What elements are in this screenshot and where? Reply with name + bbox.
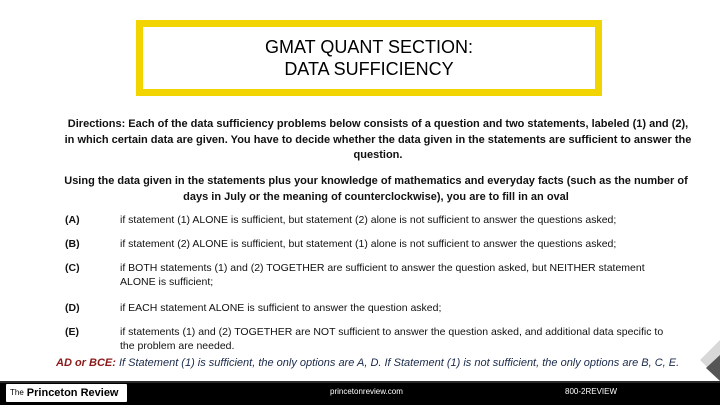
option-text: if statement (1) ALONE is sufficient, but statement (2) alone is not sufficient to answer the questions asked; [120,214,617,226]
logo-the: The [10,388,24,397]
footer-phone: 800-2REVIEW [565,387,618,396]
option-text: if BOTH statements (1) and (2) TOGETHER are sufficient to answer the question asked, but NEITHER statement ALONE is sufficient; [120,262,645,288]
hint-line [56,356,716,370]
title-line-2: DATA SUFFICIENCY [284,59,454,79]
option-letter: (E) [65,326,79,338]
princeton-review-logo[interactable] [6,384,127,402]
logo-name: Princeton Review [26,387,119,399]
title-line-1: GMAT QUANT SECTION: [264,37,474,57]
corner-decoration-dark [706,355,720,381]
footer-url-link[interactable]: princetonreview.com [330,387,403,396]
footer-bar [0,381,720,405]
hint-text: If Statement (1) is sufficient, the only options are A, D. If Statement (1) is not sufficient, the only options are B, C, E. [115,357,680,369]
option-letter: (A) [65,214,80,226]
option-letter: (B) [65,238,80,250]
option-letter: (D) [65,302,80,314]
option-letter: (C) [65,262,80,274]
directions-text: Directions: Each of the data sufficiency problems below consists of a question and two statements, labeled (1) and (2), in which certain data are given. You have to decide whether the data given in the statements are sufficient to answer the question. [64,118,692,161]
hint-lead: AD or BCE: [56,357,116,369]
option-text: if statements (1) and (2) TOGETHER are NOT sufficient to answer the question asked, and additional data specific to the problem are needed. [120,326,664,352]
option-text: if statement (2) ALONE is sufficient, but statement (1) alone is not sufficient to answer the questions asked; [120,238,617,250]
title-box [136,20,602,96]
option-text: if EACH statement ALONE is sufficient to answer the question asked; [120,302,442,314]
instructions-text: Using the data given in the statements plus your knowledge of mathematics and everyday facts (such as the number of days in July or the meaning of counterclockwise), you are to fill in an oval [64,175,688,203]
footer-stripe [0,381,720,383]
